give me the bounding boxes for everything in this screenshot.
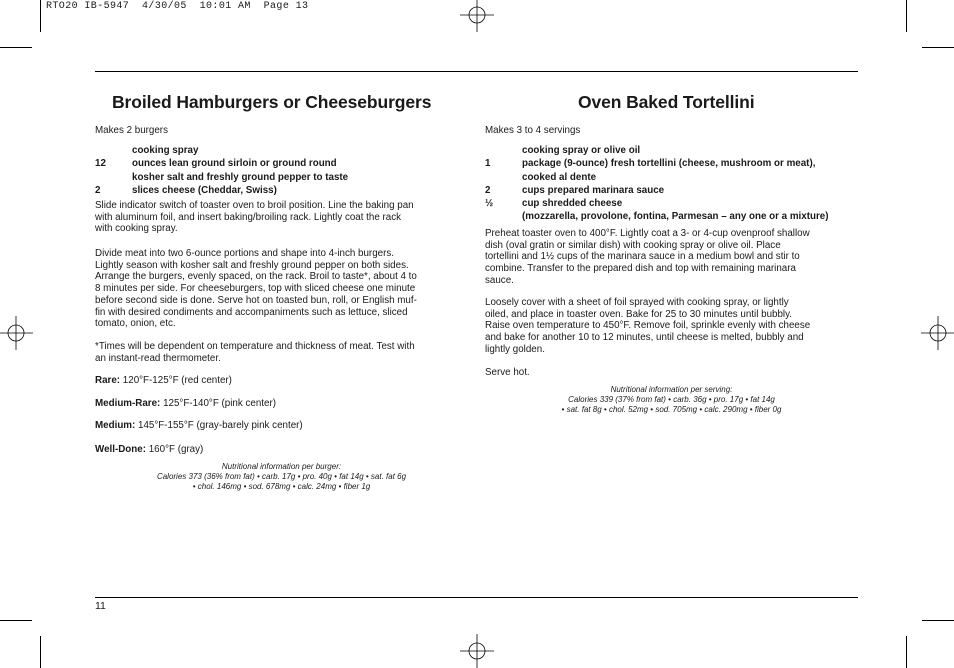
ingredient-qty: 2 bbox=[95, 185, 101, 196]
text-line: Lightly season with kosher salt and freshly ground pepper on both sides. bbox=[95, 259, 409, 271]
ingredient-desc: cooking spray bbox=[132, 145, 199, 156]
ingredient-desc: cup shredded cheese bbox=[522, 198, 623, 209]
text-line: sauce. bbox=[485, 274, 514, 286]
text-line: before second side is done. Serve hot on toasted bun, roll, or English muf- bbox=[95, 294, 417, 306]
instructions-paragraph bbox=[95, 200, 414, 235]
text-line: Slide indicator switch of toaster oven to broil position. Line the baking pan bbox=[95, 200, 414, 211]
text-line: dish (oval gratin or similar dish) with cooking spray or olive oil. Place bbox=[485, 239, 781, 251]
recipe-title-burgers: Broiled Hamburgers or Cheeseburgers bbox=[112, 92, 432, 112]
nutrition-line: Calories 373 (36% from fat) • carb. 17g • pro. 40g • fat 14g • sat. fat 6g bbox=[156, 472, 407, 481]
nutrition-heading: Nutritional information per burger: bbox=[221, 462, 342, 471]
top-rule bbox=[95, 71, 858, 72]
ingredient-row bbox=[95, 157, 455, 171]
doneness-well-done bbox=[95, 444, 203, 456]
instructions-paragraph bbox=[485, 228, 810, 287]
nutrition-heading: Nutritional information per serving: bbox=[610, 385, 733, 394]
text-line: lightly golden. bbox=[485, 343, 545, 355]
ingredient-desc: cups prepared marinara sauce bbox=[522, 185, 665, 196]
doneness-medium bbox=[95, 420, 303, 432]
text-line: Divide meat into two 6-ounce portions and shape into 4-inch burgers. bbox=[95, 248, 394, 259]
ingredient-row bbox=[95, 144, 455, 158]
text-line: tomato, onion, etc. bbox=[95, 318, 176, 330]
instructions-paragraph bbox=[485, 297, 810, 356]
text-line: an instant-read thermometer. bbox=[95, 352, 221, 364]
ingredient-desc: ounces lean ground sirloin or ground round bbox=[132, 158, 337, 169]
text-line: tortellini and 1½ cups of the marinara sauce in a medium bowl and stir to bbox=[485, 251, 800, 263]
ingredient-desc: cooking spray or olive oil bbox=[522, 145, 641, 156]
text-line: *Times will be dependent on temperature and thickness of meat. Test with bbox=[95, 341, 415, 352]
doneness-label: Rare: bbox=[95, 375, 121, 386]
footnote bbox=[95, 341, 415, 364]
instructions-paragraph bbox=[95, 248, 417, 330]
text-line: with aluminum foil, and insert baking/broiling rack. Lightly coat the rack bbox=[95, 211, 402, 223]
crop-mark bbox=[906, 0, 907, 32]
ingredient-qty: 12 bbox=[95, 158, 106, 169]
serve-note: Serve hot. bbox=[485, 367, 530, 378]
doneness-medium-rare bbox=[95, 398, 276, 410]
ingredient-row bbox=[485, 144, 855, 158]
doneness-value: 145°F-155°F (gray-barely pink center) bbox=[138, 420, 303, 431]
ingredient-row bbox=[485, 210, 855, 224]
recipe-yield: Makes 2 burgers bbox=[95, 125, 168, 136]
ingredient-row bbox=[485, 197, 855, 211]
crop-mark bbox=[0, 620, 32, 621]
crop-mark bbox=[40, 636, 41, 668]
ingredient-qty: 2 bbox=[485, 185, 491, 196]
ingredient-desc: (mozzarella, provolone, fontina, Parmesan – any one or a mixture) bbox=[522, 211, 829, 222]
text-line: Preheat toaster oven to 400°F. Lightly coat a 3- or 4-cup ovenproof shallow bbox=[485, 228, 810, 239]
ingredient-qty: 1 bbox=[485, 158, 491, 169]
nutrition-line: • sat. fat 8g • chol. 52mg • sod. 705mg • calc. 290mg • fiber 0g bbox=[561, 405, 782, 414]
doneness-label: Medium-Rare: bbox=[95, 398, 161, 409]
text-line: 8 minutes per side. For cheeseburgers, top with sliced cheese one minute bbox=[95, 283, 416, 295]
page-number: 11 bbox=[95, 600, 106, 612]
bottom-rule bbox=[95, 597, 858, 598]
nutrition-line: Calories 339 (37% from fat) • carb. 36g • pro. 17g • fat 14g bbox=[568, 395, 775, 404]
text-line: and bake for another 10 to 12 minutes, until cheese is melted, bubbly and bbox=[485, 332, 804, 344]
registration-mark-icon bbox=[0, 316, 33, 350]
ingredient-desc: package (9-ounce) fresh tortellini (cheese, mushroom or meat), bbox=[522, 158, 816, 169]
text-line: Raise oven temperature to 450°F. Remove foil, sprinkle evenly with cheese bbox=[485, 320, 811, 332]
text-line: combine. Transfer to the prepared dish and top with remaining marinara bbox=[485, 263, 796, 275]
text-line: with cooking spray. bbox=[95, 223, 178, 235]
crop-mark bbox=[906, 636, 907, 668]
doneness-label: Medium: bbox=[95, 420, 136, 431]
doneness-label: Well-Done: bbox=[95, 444, 146, 455]
text-line: fin with desired condiments and accompaniments such as lettuce, sliced bbox=[95, 306, 408, 318]
doneness-rare bbox=[95, 375, 232, 387]
doneness-value: 125°F-140°F (pink center) bbox=[163, 398, 276, 409]
registration-mark-icon bbox=[460, 0, 494, 32]
ingredient-row bbox=[95, 184, 455, 198]
ingredient-desc: slices cheese (Cheddar, Swiss) bbox=[132, 185, 277, 196]
crop-mark bbox=[922, 620, 954, 621]
doneness-value: 160°F (gray) bbox=[148, 444, 204, 455]
nutrition-info bbox=[485, 385, 858, 415]
registration-mark-icon bbox=[460, 634, 494, 668]
ingredient-row bbox=[95, 171, 455, 185]
text-line: Loosely cover with a sheet of foil sprayed with cooking spray, or lightly bbox=[485, 297, 789, 308]
ingredient-row bbox=[485, 157, 855, 171]
print-slug: RTO20 IB-5947 4/30/05 10:01 AM Page 13 bbox=[46, 1, 309, 12]
crop-mark bbox=[0, 47, 32, 48]
text-line: Arrange the burgers, evenly spaced, on the rack. Broil to taste*, about 4 to bbox=[95, 271, 417, 283]
ingredient-row bbox=[485, 184, 855, 198]
crop-mark bbox=[922, 47, 954, 48]
recipe-yield: Makes 3 to 4 servings bbox=[485, 125, 581, 136]
nutrition-line: • chol. 146mg • sod. 678mg • calc. 24mg • fiber 1g bbox=[192, 482, 371, 491]
ingredient-desc: cooked al dente bbox=[522, 172, 597, 183]
ingredient-qty: ½ bbox=[485, 198, 494, 209]
text-line: oiled, and place in toaster oven. Bake for 25 to 30 minutes until bubbly. bbox=[485, 308, 792, 320]
crop-mark bbox=[40, 0, 41, 32]
ingredient-desc: kosher salt and freshly ground pepper to taste bbox=[132, 172, 349, 183]
recipe-title-tortellini: Oven Baked Tortellini bbox=[578, 92, 755, 112]
ingredient-row bbox=[485, 171, 855, 185]
nutrition-info bbox=[95, 462, 468, 492]
doneness-value: 120°F-125°F (red center) bbox=[122, 375, 232, 386]
registration-mark-icon bbox=[921, 316, 954, 350]
